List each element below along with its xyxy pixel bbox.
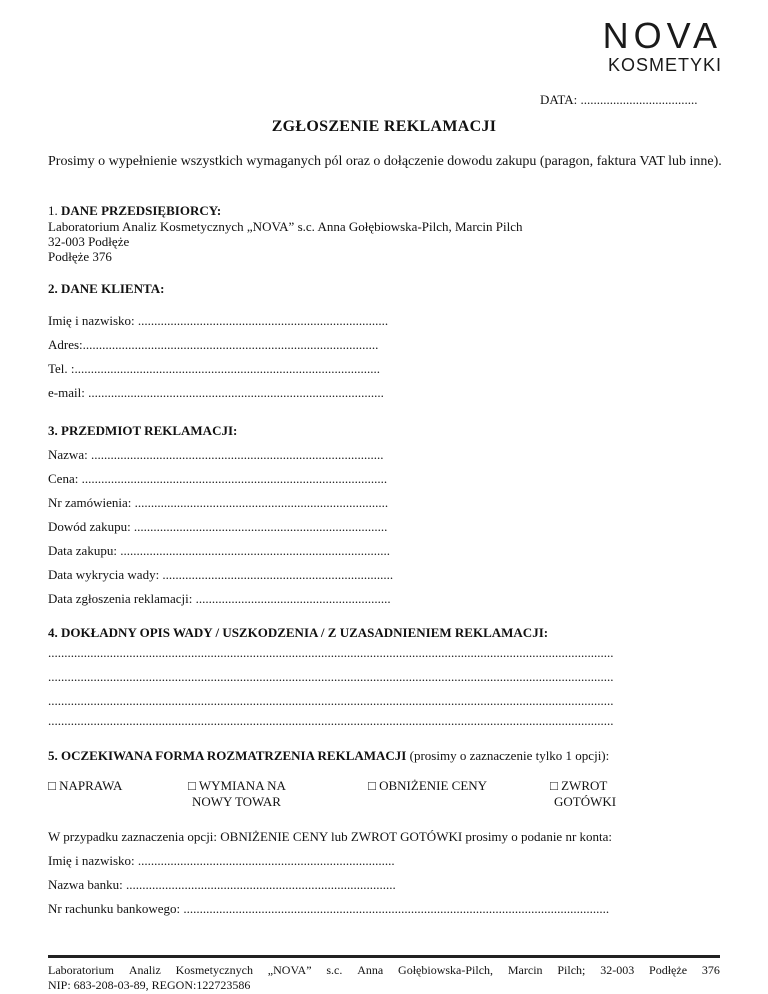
account-holder-field[interactable]: Imię i nazwisko: ............................................................................... [48,853,395,868]
checkbox-icon[interactable]: □ [368,778,376,793]
description-line[interactable]: .............................................................................................................................................................................. [48,645,614,660]
account-note: W przypadku zaznaczenia opcji: OBNIŻENIE CENY lub ZWROT GOTÓWKI prosimy o podanie nr konta: [48,829,613,844]
section4-heading: 4. DOKŁADNY OPIS WADY / USZKODZENIA / Z UZASADNIENIEM REKLAMACJI: [48,625,549,640]
company-postal: 32-003 Podłęże [48,234,130,249]
option-label: NAPRAWA [59,778,123,793]
option-label-line2: GOTÓWKI [554,794,617,809]
option-repair[interactable] [48,778,122,794]
option-label: OBNIŻENIE CENY [379,778,488,793]
purchase-proof-field[interactable]: Dowód zakupu: .............................................................................. [48,519,388,534]
section1-heading [48,203,221,219]
footer-word: Marcin [507,963,543,977]
purchase-date-field[interactable]: Data zakupu: ................................................................................... [48,543,390,558]
description-line[interactable]: .............................................................................................................................................................................. [48,713,614,728]
description-line[interactable]: .............................................................................................................................................................................. [48,693,614,708]
footer-line1 [48,963,720,978]
option-replacement[interactable] [188,778,286,810]
checkbox-icon[interactable]: □ [48,778,56,793]
document-title: ZGŁOSZENIE REKLAMACJI [271,118,497,135]
footer-word: „NOVA” [267,963,312,977]
footer-word: Podłęże [649,963,688,977]
product-price-field[interactable]: Cena: .............................................................................................. [48,471,388,486]
brand-logo [602,15,722,75]
footer-divider [48,955,720,958]
account-number-field[interactable]: Nr rachunku bankowego: ................................................................................................................................... [48,901,610,916]
footer-word: s.c. [326,963,343,977]
section5-title: 5. OCZEKIWANA FORMA ROZMATRZENIA REKLAMACJI [48,748,407,763]
footer-word: Analiz [128,963,161,977]
checkbox-icon[interactable]: □ [550,778,558,793]
section3-heading: 3. PRZEDMIOT REKLAMACJI: [48,423,238,438]
option-label: ZWROT [561,778,608,793]
defect-date-field[interactable]: Data wykrycia wady: ....................................................................... [48,567,394,582]
footer-word: Anna [357,963,384,977]
company-name: Laboratorium Analiz Kosmetycznych „NOVA” s.c. Anna Gołębiowska-Pilch, Marcin Pilch [48,219,523,234]
bank-name-field[interactable]: Nazwa banku: ................................................................................... [48,877,396,892]
footer-word: 376 [701,963,720,977]
option-label: WYMIANA NA [198,778,286,793]
client-email-field[interactable]: e-mail: ........................................................................................... [48,385,384,400]
footer-word: Pilch; [557,963,586,977]
section1-title: DANE PRZEDSIĘBIORCY: [61,203,222,218]
section1-number: 1. [48,203,58,218]
option-cash-refund[interactable] [550,778,616,810]
section5-note: (prosimy o zaznaczenie tylko 1 opcji): [406,748,610,763]
client-address-field[interactable]: Adres:........................................................................................... [48,337,379,352]
complaint-date-field[interactable]: Data zgłoszenia reklamacji: ............................................................ [48,591,391,606]
client-phone-field[interactable]: Tel. :.............................................................................................. [48,361,381,376]
client-name-field[interactable]: Imię i nazwisko: ............................................................................. [48,313,389,328]
footer-line2: NIP: 683-208-03-89, REGON:122723586 [48,978,251,992]
company-address: Podłęże 376 [48,249,112,264]
footer-word: 32-003 [600,963,635,977]
logo-text-bottom: KOSMETYKI [607,55,722,75]
option-label-line2: NOWY TOWAR [192,794,281,809]
date-field[interactable]: DATA: .................................... [540,92,698,107]
footer-word: Gołębiowska-Pilch, [398,963,494,977]
section2-heading: 2. DANE KLIENTA: [48,281,165,296]
footer-word: Laboratorium [48,963,114,977]
option-price-reduction[interactable] [368,778,487,794]
order-number-field[interactable]: Nr zamówienia: .............................................................................. [48,495,389,510]
logo-text-top: NOVA [602,15,722,56]
checkbox-icon[interactable]: □ [188,778,196,793]
intro-text: Prosimy o wypełnienie wszystkich wymaganych pól oraz o dołączenie dowodu zakupu (paragon, faktura VAT lub inne). [48,154,722,169]
product-name-field[interactable]: Nazwa: .......................................................................................... [48,447,384,462]
description-line[interactable]: .............................................................................................................................................................................. [48,669,614,684]
footer-word: Kosmetycznych [175,963,253,977]
footer [48,963,720,993]
section5-heading [48,748,609,764]
